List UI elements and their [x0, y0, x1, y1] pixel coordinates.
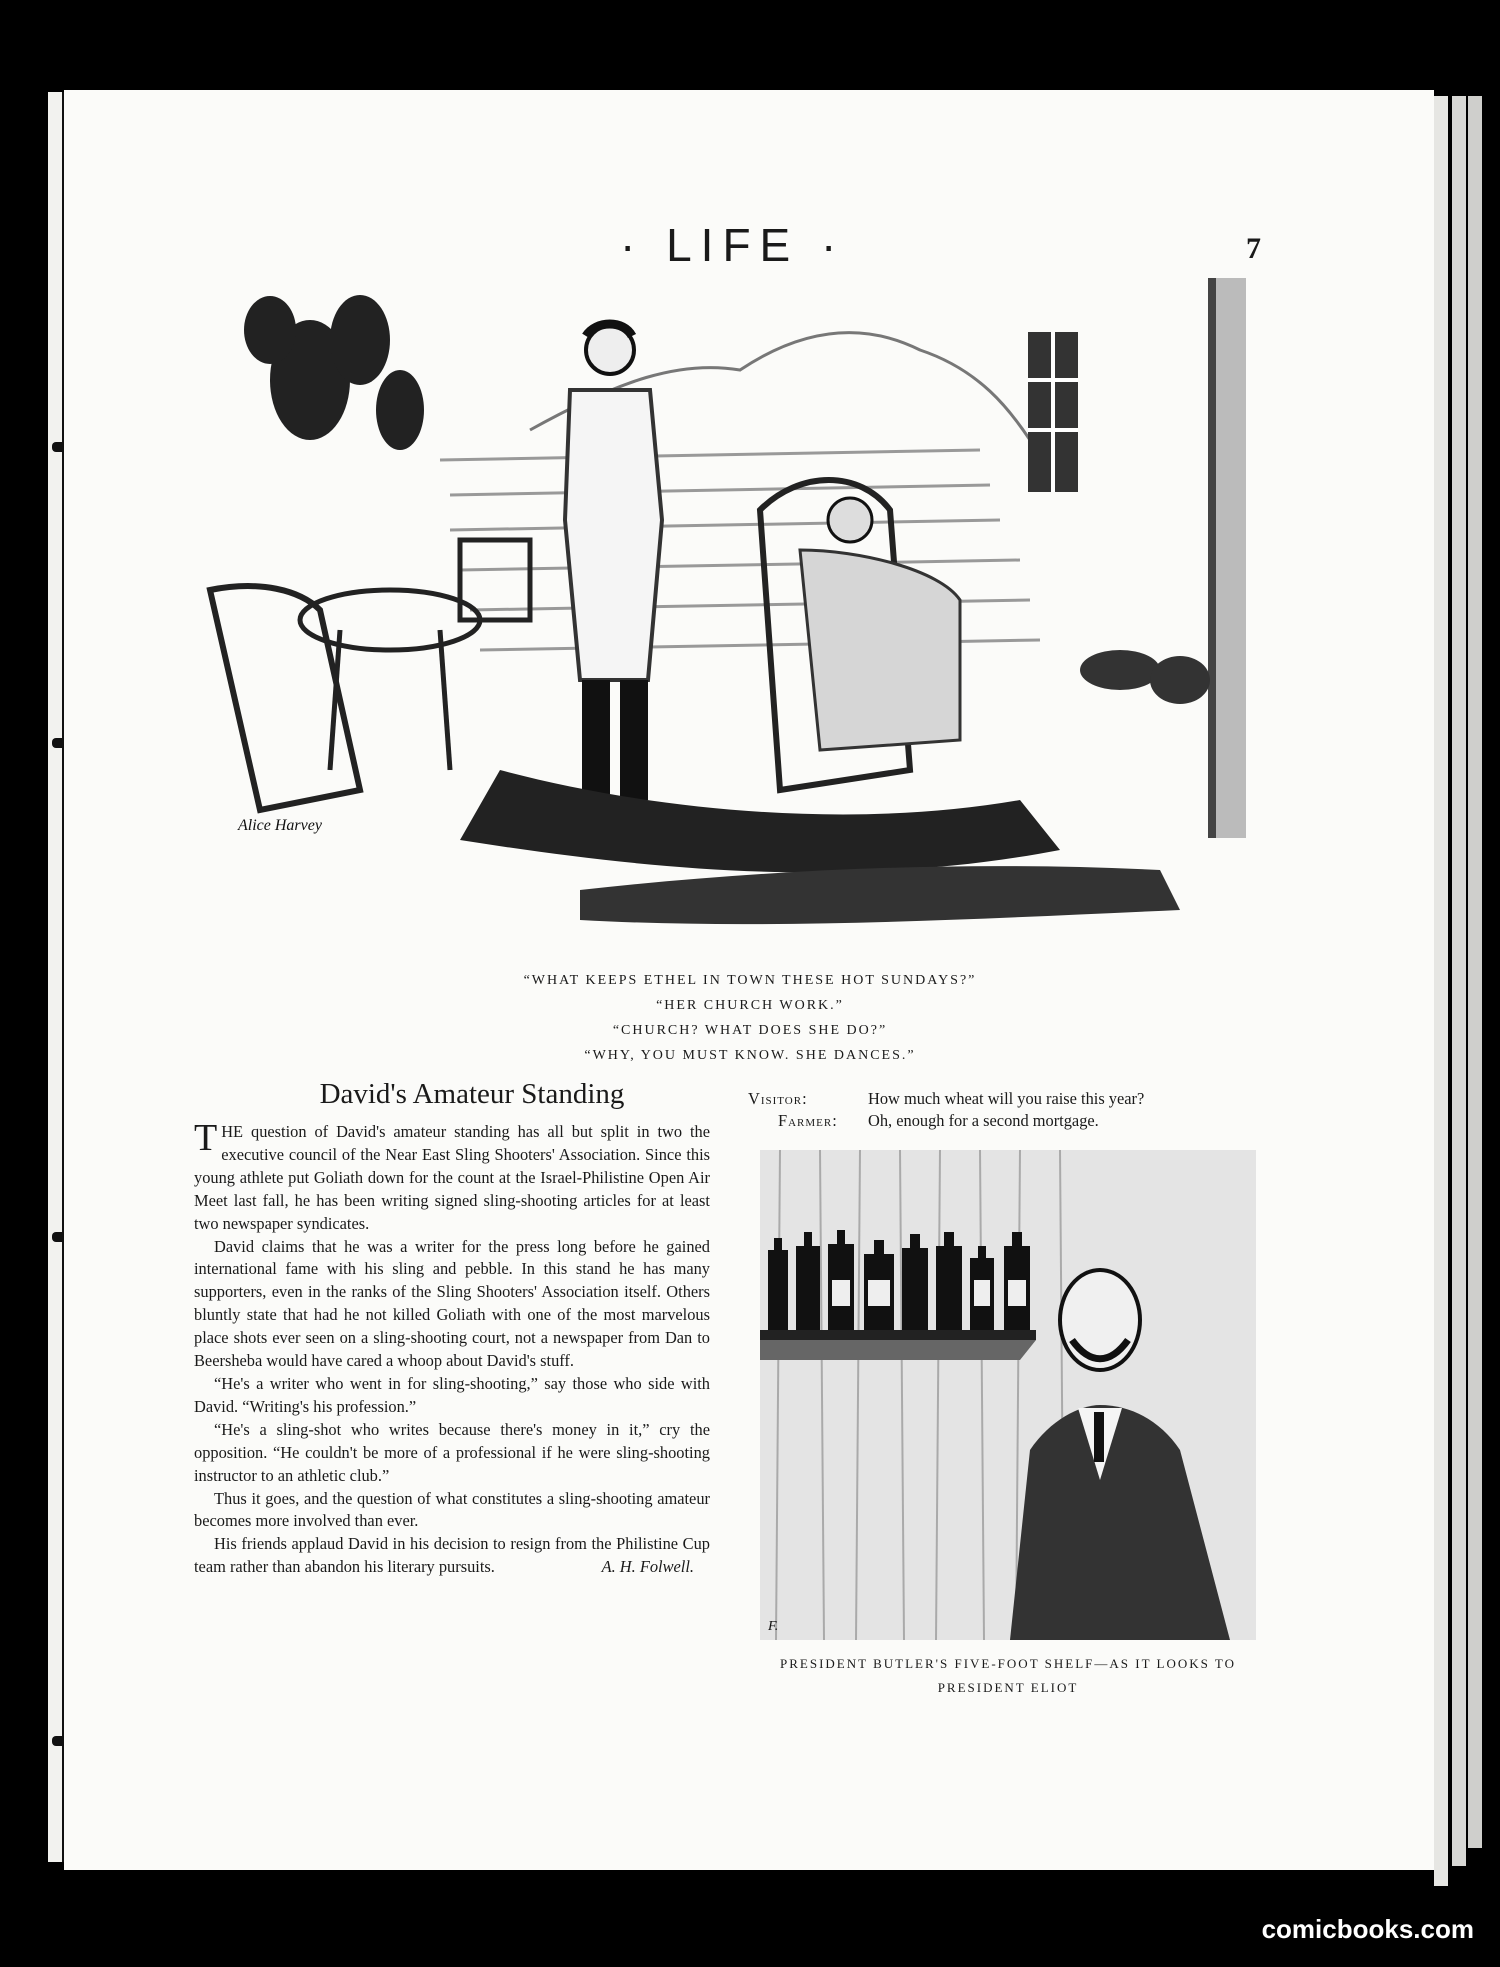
site-watermark: comicbooks.com [1261, 1914, 1474, 1944]
article-paragraph: “He's a sling-shot who writes because there's money in it,” cry the opposition. “He couldn't be more of a professional if he were sling-shooting instructor to an athletic club.” [194, 1419, 710, 1485]
speaker-label: Farmer: [778, 1111, 838, 1130]
page-edge [1468, 96, 1482, 1848]
page-edge [1434, 96, 1448, 1886]
article-davids-amateur-standing [194, 1078, 710, 1579]
author-signature: A. H. Folwell. [601, 1557, 694, 1577]
visitor-farmer-joke [748, 1088, 1246, 1132]
drop-cap: T [194, 1117, 218, 1159]
caption-line: “WHAT KEEPS ETHEL IN TOWN THESE HOT SUNDAYS?” [523, 973, 977, 988]
dialogue-line [748, 1088, 1246, 1110]
article-title: David's Amateur Standing [319, 1078, 625, 1110]
page-number: 7 [1246, 232, 1261, 265]
caption-line: “WHY, YOU MUST KNOW. SHE DANCES.” [584, 1048, 916, 1063]
dialogue-line [748, 1110, 1246, 1132]
speaker-label: Visitor: [748, 1089, 808, 1108]
article-paragraph: “He's a writer who went in for sling-shooting,” say those who side with David. “Writing's his profession.” [194, 1373, 710, 1416]
magazine-masthead: · LIFE · [620, 219, 846, 271]
caption-line: PRESIDENT BUTLER'S FIVE-FOOT SHELF—AS IT LOOKS TO [780, 1656, 1236, 1671]
article-paragraph: David claims that he was a writer for the press long before he gained international fame with his sling and pebble. In this stand he has many supporters, even in the ranks of the Sling Shooters' Association itself. Others bluntly state that had he not killed Goliath with one of the most marvelous place shots ever seen on a sling-shooting court, not a newspaper from Dan to Beersheba would have cared a whoop about David's stuff. [194, 1236, 710, 1371]
five-foot-shelf-illustration [760, 1150, 1256, 1640]
page-edge [1452, 96, 1466, 1866]
article-paragraph: Thus it goes, and the question of what constitutes a sling-shooting amateur becomes more involved than ever. [194, 1488, 710, 1531]
dialogue-text: Oh, enough for a second mortgage. [868, 1111, 1099, 1130]
caption-line: “CHURCH? WHAT DOES SHE DO?” [612, 1023, 888, 1038]
svg-text:F.: F. [768, 1619, 779, 1634]
caption-line: “HER CHURCH WORK.” [656, 998, 844, 1013]
caption-line: PRESIDENT ELIOT [937, 1680, 1079, 1695]
porch-cartoon-illustration [200, 270, 1260, 970]
cartoon-caption [430, 968, 1070, 1068]
article-paragraph: THE question of David's amateur standing has all but split in two the executive council of the Near East Sling Shooters' Association. Since this young athlete put Goliath down for the count at the Israel-Philistine Open Air Meet last fall, he has been writing signed sling-shooting articles for at least two newspaper syndicates. [194, 1117, 710, 1233]
dialogue-text: How much wheat will you raise this year? [868, 1089, 1145, 1108]
cartoon-signature: Alice Harvey [238, 817, 322, 834]
illustration-caption [760, 1652, 1256, 1700]
article-paragraph: His friends applaud David in his decision to resign from the Philistine Cup team rather than abandon his literary pursuits. A. H. Folwell. [194, 1533, 710, 1579]
